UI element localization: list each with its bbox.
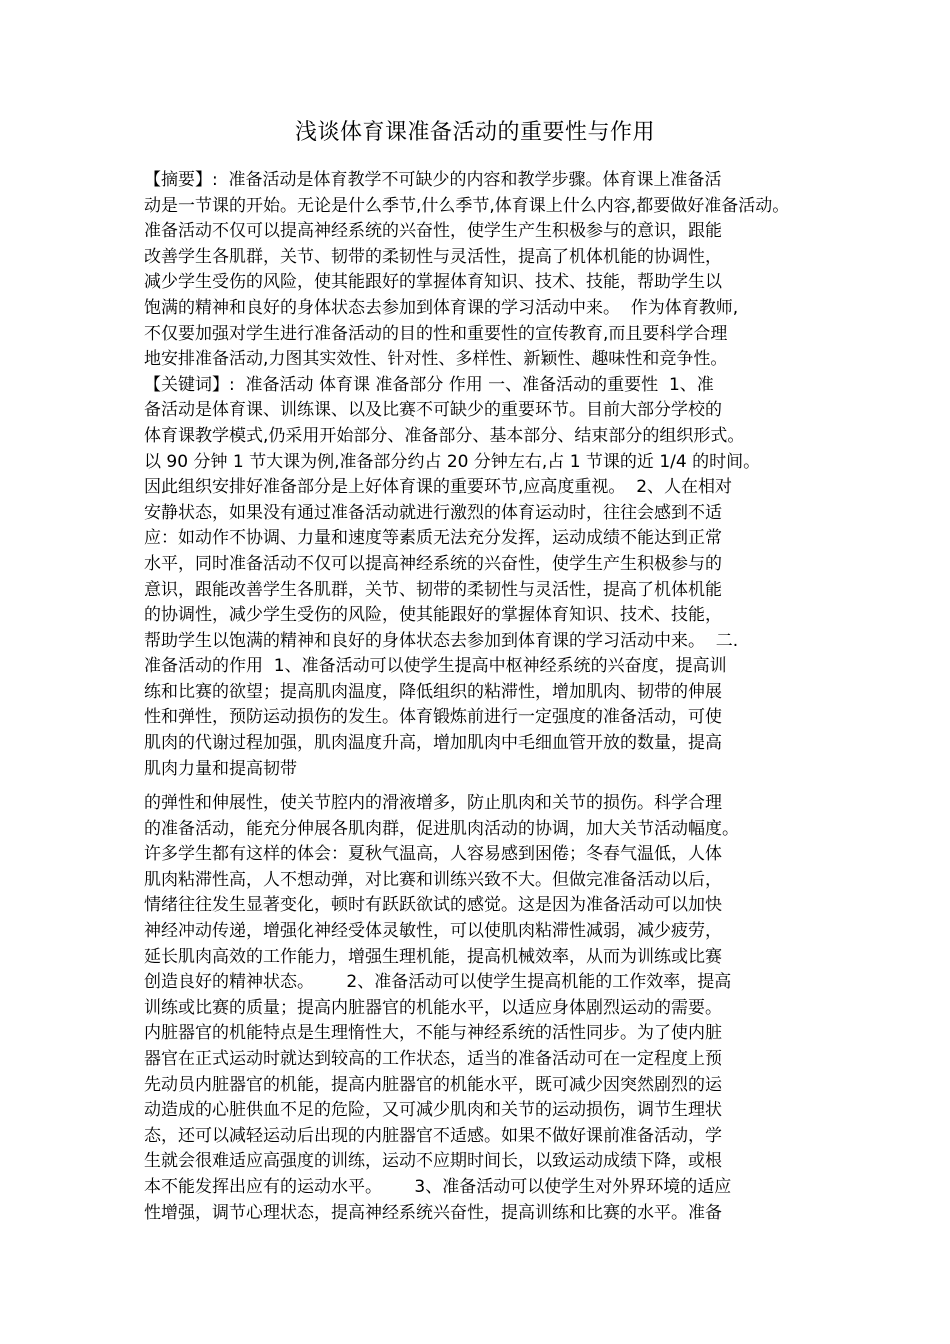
text-line: 意识，跟能改善学生各肌群，关节、韧带的柔韧性与灵活性，提高了机体机能	[144, 579, 722, 600]
text-line: 延长肌肉高效的工作能力，增强生理机能，提高机械效率，从而为训练或比赛	[144, 946, 722, 967]
text-line: 饱满的精神和良好的身体状态去参加到体育课的学习活动中来。 作为体育教师,	[144, 297, 739, 318]
text-line: 的协调性，减少学生受伤的风险，使其能跟好的掌握体育知识、技术、技能，	[144, 605, 722, 626]
text-line: 改善学生各肌群，关节、韧带的柔韧性与灵活性，提高了机体机能的协调性，	[144, 246, 722, 267]
text-line: 不仅要加强对学生进行准备活动的目的性和重要性的宣传教育,而且要科学合理	[144, 323, 728, 344]
text-line: 的弹性和伸展性，使关节腔内的滑液增多，防止肌肉和关节的损伤。科学合理	[144, 793, 722, 813]
text-line: 水平，同时准备活动不仅可以提高神经系统的兴奋性，使学生产生积极参与的	[144, 553, 722, 574]
text-line: 肌肉粘滞性高，人不想动弹，对比赛和训练兴致不大。但做完准备活动以后，	[144, 869, 722, 890]
text-line: 许多学生都有这样的体会：夏秋气温高，人容易感到困倦；冬春气温低，人体	[144, 844, 722, 865]
text-line: 生就会很难适应高强度的训练，运动不应期时间长，以致运动成绩下降，或根	[144, 1151, 722, 1172]
text-line: 练和比赛的欲望；提高肌肉温度，降低组织的粘滞性，增加肌肉、韧带的伸展	[144, 681, 722, 702]
text-line: 先动员内脏器官的机能，提高内脏器官的机能水平，既可减少因突然剧烈的运	[144, 1074, 722, 1095]
text-line: 本不能发挥出应有的运动水平。 3、准备活动可以使学生对外界环境的适应	[144, 1176, 732, 1197]
text-line: 减少学生受伤的风险，使其能跟好的掌握体育知识、技术、技能，帮助学生以	[144, 272, 722, 293]
text-line: 因此组织安排好准备部分是上好体育课的重要环节,应高度重视。 2、人在相对	[144, 477, 733, 498]
body-text-block-1	[144, 168, 824, 782]
text-line: 的准备活动，能充分伸展各肌肉群，促进肌肉活动的协调，加大关节活动幅度。	[144, 818, 739, 839]
text-line: 体育课教学模式,仍采用开始部分、准备部分、基本部分、结束部分的组织形式。	[144, 425, 745, 446]
text-line: 【摘要】: 准备活动是体育教学不可缺少的内容和教学步骤。体育课上准备活	[144, 170, 722, 190]
text-line: 应：如动作不协调、力量和速度等素质无法充分发挥，运动成绩不能达到正常	[144, 528, 722, 549]
text-line: 肌肉的代谢过程加强，肌肉温度升高，增加肌肉中毛细血管开放的数量，提高	[144, 733, 722, 754]
text-line: 【关键词】: 准备活动 体育课 准备部分 作用 一、准备活动的重要性 1、准	[144, 374, 714, 395]
document-title: 浅谈体育课准备活动的重要性与作用	[294, 120, 655, 145]
text-line: 动是一节课的开始。无论是什么季节,什么季节,体育课上什么内容,都要做好准备活动。	[144, 195, 790, 216]
text-line: 态，还可以减轻运动后出现的内脏器官不适感。如果不做好课前准备活动，学	[144, 1125, 722, 1146]
text-line: 帮助学生以饱满的精神和良好的身体状态去参加到体育课的学习活动中来。 二.	[144, 630, 739, 651]
text-line: 器官在正式运动时就达到较高的工作状态，适当的准备活动可在一定程度上预	[144, 1048, 722, 1069]
text-line: 安静状态，如果没有通过准备活动就进行激烈的体育运动时，往往会感到不适	[144, 502, 722, 523]
text-line: 准备活动的作用 1、准备活动可以使学生提高中枢神经系统的兴奋度，提高训	[144, 656, 727, 677]
text-line: 创造良好的精神状态。 2、准备活动可以使学生提高机能的工作效率，提高	[144, 972, 732, 993]
text-line: 神经冲动传递，增强化神经受体灵敏性，可以使肌肉粘滞性减弱，减少疲劳，	[144, 920, 722, 941]
text-line: 肌肉力量和提高韧带	[144, 758, 297, 779]
text-line: 以 90 分钟 1 节大课为例,准备部分约占 20 分钟左右,占 1 节课的近 1/4 的时间。	[144, 451, 761, 472]
text-line: 性和弹性，预防运动损伤的发生。体育锻炼前进行一定强度的准备活动，可使	[144, 707, 722, 728]
text-line: 备活动是体育课、训练课、以及比赛不可缺少的重要环节。目前大部分学校的	[144, 400, 722, 421]
text-line: 情绪往往发生显著变化，顿时有跃跃欲试的感觉。这是因为准备活动可以加快	[144, 895, 722, 916]
text-line: 地安排准备活动,力图其实效性、针对性、多样性、新颖性、趣味性和竞争性。	[144, 349, 728, 370]
text-line: 准备活动不仅可以提高神经系统的兴奋性，使学生产生积极参与的意识，跟能	[144, 221, 722, 242]
text-line: 内脏器官的机能特点是生理惰性大，不能与神经系统的活性同步。为了使内脏	[144, 1023, 722, 1044]
text-line: 性增强，调节心理状态，提高神经系统兴奋性，提高训练和比赛的水平。准备	[144, 1202, 722, 1223]
text-line: 训练或比赛的质量；提高内脏器官的机能水平，以适应身体剧烈运动的需要。	[144, 997, 722, 1018]
body-text-block-2	[144, 791, 824, 1226]
text-line: 动造成的心脏供血不足的危险，又可减少肌肉和关节的运动损伤，调节生理状	[144, 1100, 722, 1121]
